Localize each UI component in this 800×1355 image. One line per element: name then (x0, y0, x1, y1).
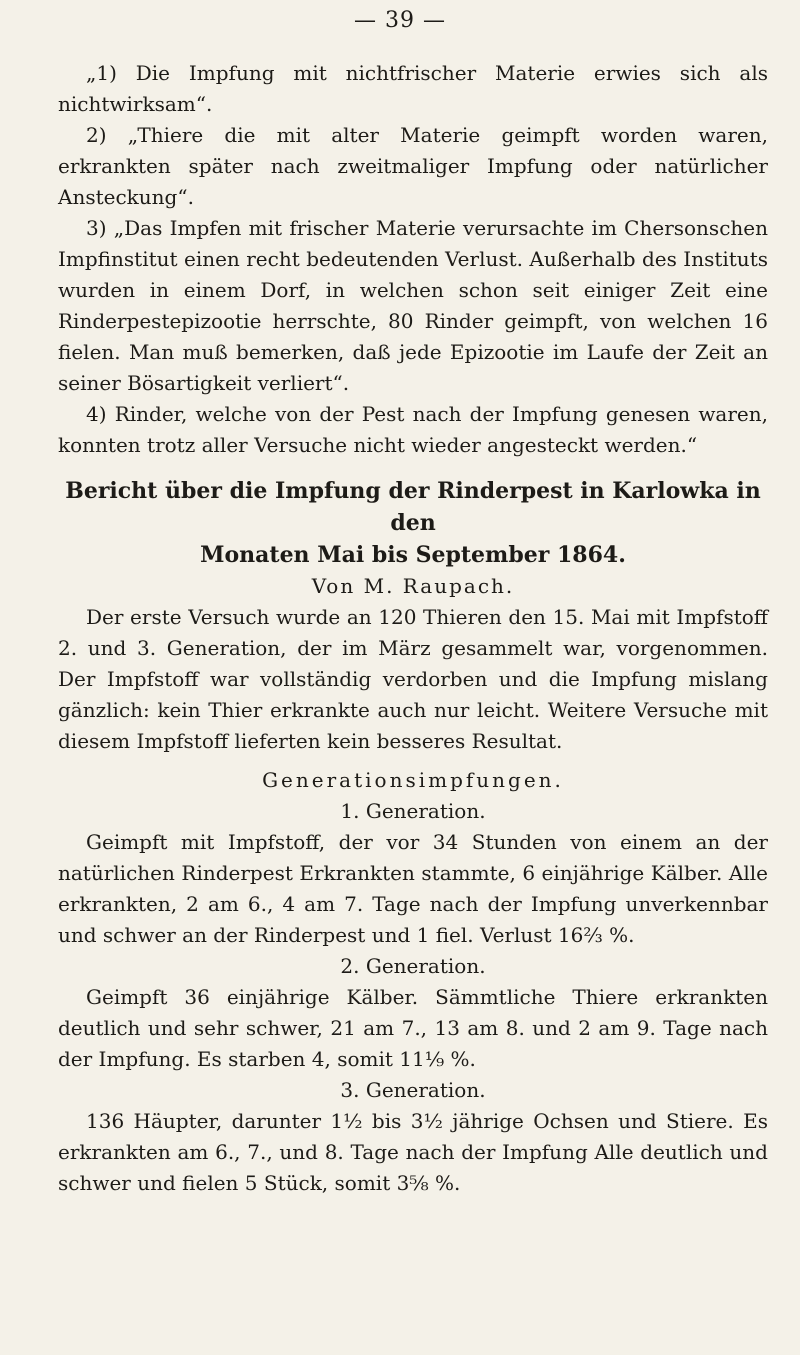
quote-paragraph-3: 3) „Das Impfen mit frischer Materie verursachte im Chersonschen Impfinstitut einen recht bedeutenden Verlust. Außerhalb des Instituts wurden in einem Dorf, in welchen schon seit einiger Zeit eine Rinderpestepizootie herrschte, 80 Rinder geimpft, von welchen 16 fielen. Man muß bemerken, daß jede Epizootie im Laufe der Zeit an seiner Bösartigkeit verliert“. (58, 216, 768, 395)
quote-paragraph-4: 4) Rinder, welche von der Pest nach der Impfung genesen waren, konnten trotz aller Versuche nicht wieder angesteckt werden.“ (58, 402, 768, 457)
body-text (58, 58, 768, 1199)
generation-2-text: Geimpft 36 einjährige Kälber. Sämmtliche Thiere erkrankten deutlich und sehr schwer, 21 am 7., 13 am 8. und 2 am 9. Tage nach der Impfung. Es starben 4, somit 11⅑ %. (58, 985, 768, 1071)
section-title: Generationsimpfungen. (262, 768, 564, 792)
generation-3-title: 3. Generation. (340, 1078, 486, 1102)
page-number: — 39 — (354, 8, 446, 33)
generation-3-text: 136 Häupter, darunter 1½ bis 3½ jährige Ochsen und Stiere. Es erkrankten am 6., 7., und 8. Tage nach der Impfung Alle deutlich und schwer und fielen 5 Stück, somit 3⅝ %. (58, 1109, 768, 1195)
generation-1-title: 1. Generation. (340, 799, 486, 823)
quote-paragraph-1: „1) Die Impfung mit nichtfrischer Materie erwies sich als nichtwirksam“. (58, 61, 768, 116)
report-heading-line-1: Bericht über die Impfung der Rinderpest in Karlowka in den (65, 478, 761, 536)
report-heading-line-2: Monaten Mai bis September 1864. (200, 542, 626, 568)
generation-2-title: 2. Generation. (340, 954, 486, 978)
report-author: Von M. Raupach. (311, 574, 515, 598)
generation-1-text: Geimpft mit Impfstoff, der vor 34 Stunden von einem an der natürlichen Rinderpest Erkrankten stammte, 6 einjährige Kälber. Alle erkrankten, 2 am 6., 4 am 7. Tage nach der Impfung unverkennbar und schwer an der Rinderpest und 1 fiel. Verlust 16⅔ %. (58, 830, 768, 947)
report-intro: Der erste Versuch wurde an 120 Thieren den 15. Mai mit Impfstoff 2. und 3. Generation, der im März gesammelt war, vorgenommen. Der Impfstoff war vollständig verdorben und die Impfung mislang gänzlich: kein Thier erkrankte auch nur leicht. Weitere Versuche mit diesem Impfstoff lieferten kein besseres Resultat. (58, 605, 768, 753)
quote-paragraph-2: 2) „Thiere die mit alter Materie geimpft worden waren, erkrankten später nach zweitmaliger Impfung oder natürlicher Ansteckung“. (58, 123, 768, 209)
